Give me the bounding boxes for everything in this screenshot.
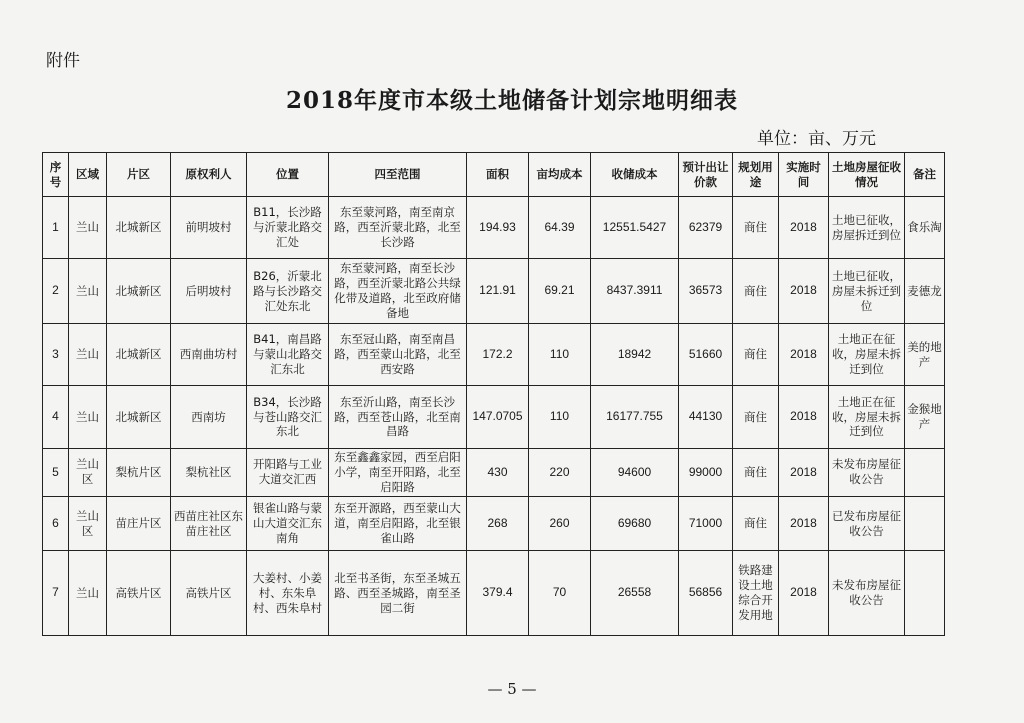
table-cell: 高铁片区 <box>107 551 171 636</box>
table-cell: 梨杭社区 <box>171 448 247 496</box>
table-cell: 44130 <box>679 386 733 448</box>
table-row <box>43 448 945 496</box>
unit-label: 单位：亩、万元 <box>757 129 876 149</box>
table-cell: 1 <box>43 197 69 259</box>
table-cell: 220 <box>529 448 591 496</box>
attachment-label: 附件 <box>46 51 80 71</box>
table-cell: 土地已征收，房屋拆迁到位 <box>829 197 905 259</box>
table-cell: 美的地产 <box>905 323 945 385</box>
table-row <box>43 386 945 448</box>
table-cell: 8437.3911 <box>591 259 679 323</box>
table-cell: 银雀山路与蒙山大道交汇东南角 <box>247 497 329 551</box>
table-cell <box>905 497 945 551</box>
table-row <box>43 197 945 259</box>
table-cell: 金猴地产 <box>905 386 945 448</box>
table-cell: 4 <box>43 386 69 448</box>
table-cell: 东至开源路，西至蒙山大道，南至启阳路，北至银雀山路 <box>329 497 467 551</box>
table-cell: 7 <box>43 551 69 636</box>
table-cell: 2018 <box>779 497 829 551</box>
table-cell: 兰山 <box>69 259 107 323</box>
table-cell: 64.39 <box>529 197 591 259</box>
table-cell: B41，南昌路与蒙山北路交汇东北 <box>247 323 329 385</box>
table-cell: 铁路建设土地综合开发用地 <box>733 551 779 636</box>
table-cell: 56856 <box>679 551 733 636</box>
table-row <box>43 497 945 551</box>
table-cell: 东至冠山路，南至南昌路，西至蒙山北路，北至西安路 <box>329 323 467 385</box>
table-cell: 高铁片区 <box>171 551 247 636</box>
table-cell: 62379 <box>679 197 733 259</box>
table-cell: 兰山 <box>69 323 107 385</box>
table-cell: B26，沂蒙北路与长沙路交汇处东北 <box>247 259 329 323</box>
column-header: 原权利人 <box>171 153 247 197</box>
table-cell: 北城新区 <box>107 323 171 385</box>
table-cell: 51660 <box>679 323 733 385</box>
header-row <box>43 153 945 197</box>
table-cell: 东至蒙河路，南至长沙路，西至沂蒙北路公共绿化带及道路，北至政府储备地 <box>329 259 467 323</box>
table-cell: 食乐淘 <box>905 197 945 259</box>
table-cell: 北城新区 <box>107 259 171 323</box>
table-cell: 18942 <box>591 323 679 385</box>
column-header: 四至范围 <box>329 153 467 197</box>
table-row <box>43 551 945 636</box>
table-cell: 商住 <box>733 323 779 385</box>
table-cell: 梨杭片区 <box>107 448 171 496</box>
table-cell: 西南曲坊村 <box>171 323 247 385</box>
table-cell: 北至书圣街，东至圣城五路、西至圣城路，南至圣园二街 <box>329 551 467 636</box>
table-cell: 12551.5427 <box>591 197 679 259</box>
table-cell: 东至蒙河路，南至南京路，西至沂蒙北路，北至长沙路 <box>329 197 467 259</box>
table-cell: 260 <box>529 497 591 551</box>
table-cell: 前明坡村 <box>171 197 247 259</box>
column-header: 亩均成本 <box>529 153 591 197</box>
table-cell: 西南坊 <box>171 386 247 448</box>
table-cell: 兰山区 <box>69 497 107 551</box>
table-cell: 147.0705 <box>467 386 529 448</box>
table-cell: 商住 <box>733 386 779 448</box>
table-cell: 3 <box>43 323 69 385</box>
table-cell: 兰山 <box>69 551 107 636</box>
table-cell: 东至鑫鑫家园，西至启阳小学，南至开阳路，北至启阳路 <box>329 448 467 496</box>
table-cell: 商住 <box>733 448 779 496</box>
column-header: 面积 <box>467 153 529 197</box>
land-reserve-table <box>42 152 945 636</box>
table-cell: 5 <box>43 448 69 496</box>
table-cell: 2018 <box>779 386 829 448</box>
table-cell: 兰山 <box>69 386 107 448</box>
table-cell: 69.21 <box>529 259 591 323</box>
column-header: 备注 <box>905 153 945 197</box>
table-cell: 已发布房屋征收公告 <box>829 497 905 551</box>
table-cell: 未发布房屋征收公告 <box>829 448 905 496</box>
column-header: 实施时间 <box>779 153 829 197</box>
table-cell: 430 <box>467 448 529 496</box>
table-cell: 110 <box>529 386 591 448</box>
column-header: 土地房屋征收情况 <box>829 153 905 197</box>
table-cell: 大姜村、小姜村、东朱阜村、西朱阜村 <box>247 551 329 636</box>
table-cell: 兰山区 <box>69 448 107 496</box>
table-cell: 69680 <box>591 497 679 551</box>
table-cell: 26558 <box>591 551 679 636</box>
table-cell: 2018 <box>779 323 829 385</box>
table-cell: 开阳路与工业大道交汇西 <box>247 448 329 496</box>
table-cell: 379.4 <box>467 551 529 636</box>
table-cell: 东至沂山路，南至长沙路，西至苍山路，北至南昌路 <box>329 386 467 448</box>
table-row <box>43 323 945 385</box>
table-cell: 2018 <box>779 551 829 636</box>
table-cell: 268 <box>467 497 529 551</box>
table-cell: 2018 <box>779 448 829 496</box>
column-header: 区域 <box>69 153 107 197</box>
table-cell: 70 <box>529 551 591 636</box>
table-cell: 兰山 <box>69 197 107 259</box>
table-cell: 北城新区 <box>107 386 171 448</box>
table-cell: 110 <box>529 323 591 385</box>
table-cell: 6 <box>43 497 69 551</box>
table-cell: B11，长沙路与沂蒙北路交汇处 <box>247 197 329 259</box>
table-cell: 北城新区 <box>107 197 171 259</box>
table-cell: 商住 <box>733 497 779 551</box>
column-header: 规划用途 <box>733 153 779 197</box>
table-cell: 2018 <box>779 197 829 259</box>
column-header: 预计出让价款 <box>679 153 733 197</box>
table-cell: 99000 <box>679 448 733 496</box>
table-cell: 商住 <box>733 197 779 259</box>
table-cell: 2018 <box>779 259 829 323</box>
column-header: 位置 <box>247 153 329 197</box>
table-cell: 土地正在征收，房屋未拆迁到位 <box>829 323 905 385</box>
table-cell: 后明坡村 <box>171 259 247 323</box>
page-number: — 5 — <box>487 680 537 698</box>
table-row <box>43 259 945 323</box>
table-cell: 商住 <box>733 259 779 323</box>
table-cell: 未发布房屋征收公告 <box>829 551 905 636</box>
table-cell <box>905 551 945 636</box>
table-cell: 2 <box>43 259 69 323</box>
table-cell: 土地已征收，房屋未拆迁到位 <box>829 259 905 323</box>
column-header: 序号 <box>43 153 69 197</box>
table-cell: 苗庄片区 <box>107 497 171 551</box>
table-cell: 71000 <box>679 497 733 551</box>
table-cell: 麦德龙 <box>905 259 945 323</box>
table-cell: 土地正在征收，房屋未拆迁到位 <box>829 386 905 448</box>
table-cell: B34，长沙路与苍山路交汇东北 <box>247 386 329 448</box>
document-title: 2018年度市本级土地储备计划宗地明细表 <box>285 87 738 114</box>
table-cell: 36573 <box>679 259 733 323</box>
table-cell: 西苗庄社区东苗庄社区 <box>171 497 247 551</box>
table-cell: 16177.755 <box>591 386 679 448</box>
table-cell: 172.2 <box>467 323 529 385</box>
table-cell: 121.91 <box>467 259 529 323</box>
column-header: 收储成本 <box>591 153 679 197</box>
table-cell <box>905 448 945 496</box>
table-cell: 194.93 <box>467 197 529 259</box>
column-header: 片区 <box>107 153 171 197</box>
table-cell: 94600 <box>591 448 679 496</box>
